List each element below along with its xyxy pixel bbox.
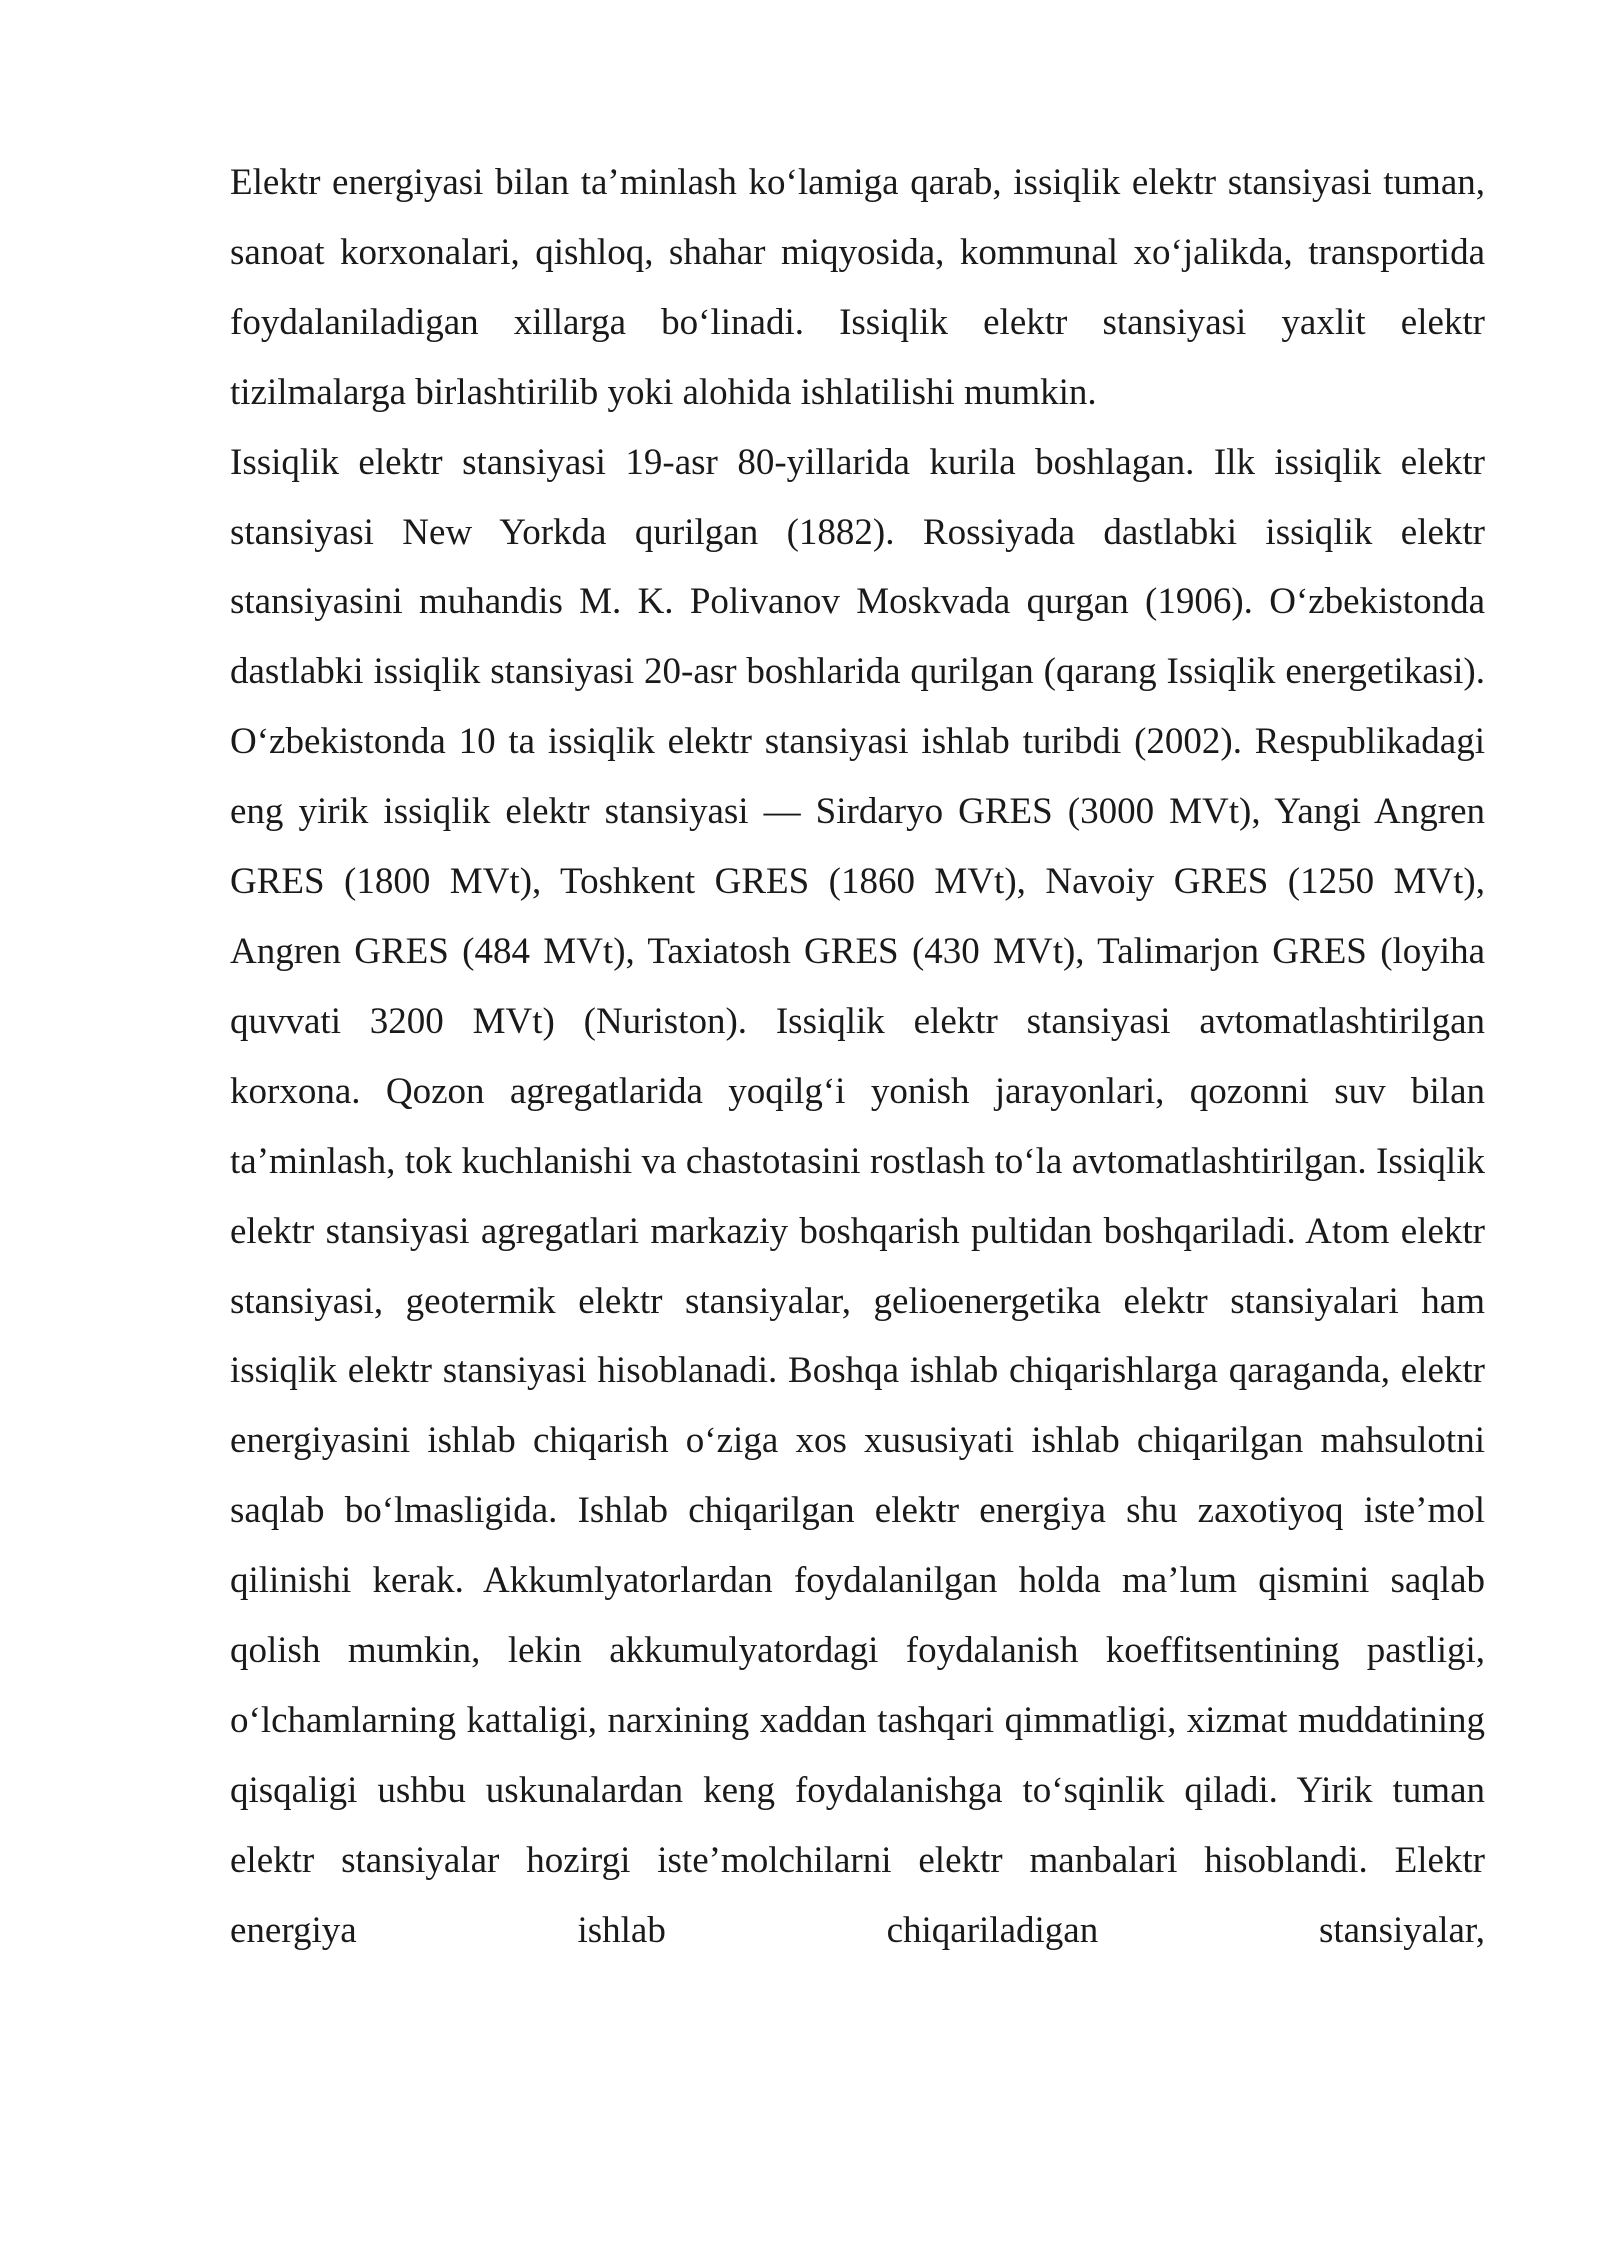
document-body (230, 148, 1485, 1966)
paragraph-2: Issiqlik elektr stansiyasi 19-asr 80-yillarida kurila boshlagan. Ilk issiqlik elektr stansiyasi New Yorkda qurilgan (1882). Rossiyada dastlabki issiqlik elektr stansiyasini muhandis M. K. Polivanov Moskvada qurgan (1906). O‘zbekistonda dastlabki issiqlik stansiyasi 20-asr boshlarida qurilgan (qarang Issiqlik energetikasi). O‘zbekistonda 10 ta issiqlik elektr stansiyasi ishlab turibdi (2002). Respublikadagi eng yirik issiqlik elektr stansiyasi — Sirdaryo GRES (3000 MVt), Yangi Angren GRES (1800 MVt), Toshkent GRES (1860 MVt), Navoiy GRES (1250 MVt), Angren GRES (484 MVt), Taxiatosh GRES (430 MVt), Talimarjon GRES (loyiha quvvati 3200 MVt) (Nuriston). Issiqlik elektr stansiyasi avtomatlashtirilgan korxona. Qozon agregatlarida yoqilg‘i yonish jarayonlari, qozonni suv bilan ta’minlash, tok kuchlanishi va chastotasini rostlash to‘la avtomatlashtirilgan. Issiqlik elektr stansiyasi agregatlari markaziy boshqarish pultidan boshqariladi. Atom elektr stansiyasi, geotermik elektr stansiyalar, gelioenergetika elektr stansiyalari ham issiqlik elektr stansiyasi hisoblanadi. Boshqa ishlab chiqarishlarga qaraganda, elektr energiyasini ishlab chiqarish o‘ziga xos xususiyati ishlab chiqarilgan mahsulotni saqlab bo‘lmasligida. Ishlab chiqarilgan elektr energiya shu zaxotiyoq iste’mol qilinishi kerak. Akkumlyatorlardan foydalanilgan holda ma’lum qismini saqlab qolish mumkin, lekin akkumulyatordagi foydalanish koeffitsentining pastligi, o‘lchamlarning kattaligi, narxining xaddan tashqari qimmatligi, xizmat muddatining qisqaligi ushbu uskunalardan keng foydalanishga to‘sqinlik qiladi. Yirik tuman elektr stansiyalar hozirgi iste’molchilarni elektr manbalari hisoblandi. Elektr energiya ishlab chiqariladigan stansiyalar, (230, 441, 1485, 1951)
paragraph-1: Elektr energiyasi bilan ta’minlash ko‘lamiga qarab, issiqlik elektr stansiyasi tuman, sanoat korxonalari, qishloq, shahar miqyosida, kommunal xo‘jalikda, transportida foydalaniladigan xillarga bo‘linadi. Issiqlik elektr stansiyasi yaxlit elektr tizilmalarga birlashtirilib yoki alohida ishlatilishi mumkin. (230, 162, 1485, 413)
